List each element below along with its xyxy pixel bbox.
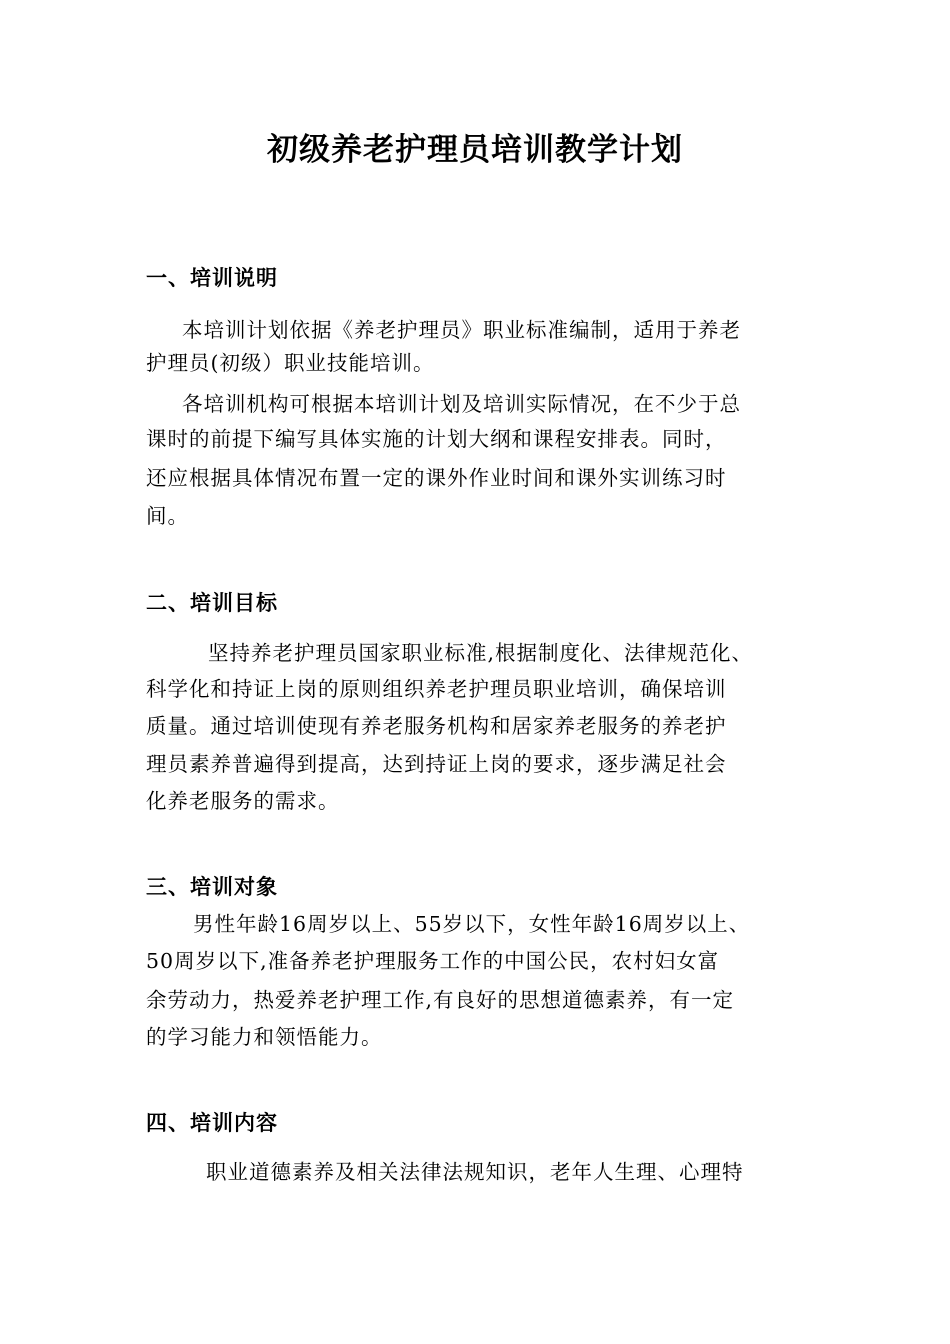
paragraph-line: 理员素养普遍得到提高，达到持证上岗的要求，逐步满足社会 [146, 752, 727, 776]
paragraph-line: 质量。通过培训使现有养老服务机构和居家养老服务的养老护 [146, 714, 727, 738]
section-heading-training-target: 三、培训对象 [146, 875, 278, 899]
paragraph-line: 50周岁以下,准备养老护理服务工作的中国公民，农村妇女富 [146, 949, 720, 973]
paragraph-line: 化养老服务的需求。 [146, 789, 340, 813]
paragraph-line: 各培训机构可根据本培训计划及培训实际情况，在不少于总 [182, 392, 741, 416]
document-title: 初级养老护理员培训教学计划 [267, 132, 683, 168]
paragraph-line: 本培训计划依据《养老护理员》职业标准编制，适用于养老 [182, 318, 741, 342]
paragraph-line: 男性年龄16周岁以上、55岁以下，女性年龄16周岁以上、 [193, 912, 751, 936]
section-heading-training-goals: 二、培训目标 [146, 591, 278, 615]
paragraph-line: 的学习能力和领悟能力。 [146, 1025, 383, 1049]
paragraph-line: 间。 [146, 504, 189, 528]
paragraph-line: 还应根据具体情况布置一定的课外作业时间和课外实训练习时 [146, 466, 727, 490]
paragraph-line: 职业道德素养及相关法律法规知识，老年人生理、心理特 [206, 1160, 744, 1184]
paragraph-line: 护理员(初级）职业技能培训。 [146, 351, 435, 375]
section-heading-training-description: 一、培训说明 [146, 266, 278, 290]
section-heading-training-content: 四、培训内容 [146, 1111, 278, 1135]
paragraph-line: 科学化和持证上岗的原则组织养老护理员职业培训，确保培训 [146, 677, 727, 701]
paragraph-line: 课时的前提下编写具体实施的计划大纲和课程安排表。同时， [146, 427, 727, 451]
paragraph-line: 余劳动力，热爱养老护理工作,有良好的思想道德素养，有一定 [146, 988, 735, 1012]
paragraph-line: 坚持养老护理员国家职业标准,根据制度化、法律规范化、 [208, 641, 754, 665]
